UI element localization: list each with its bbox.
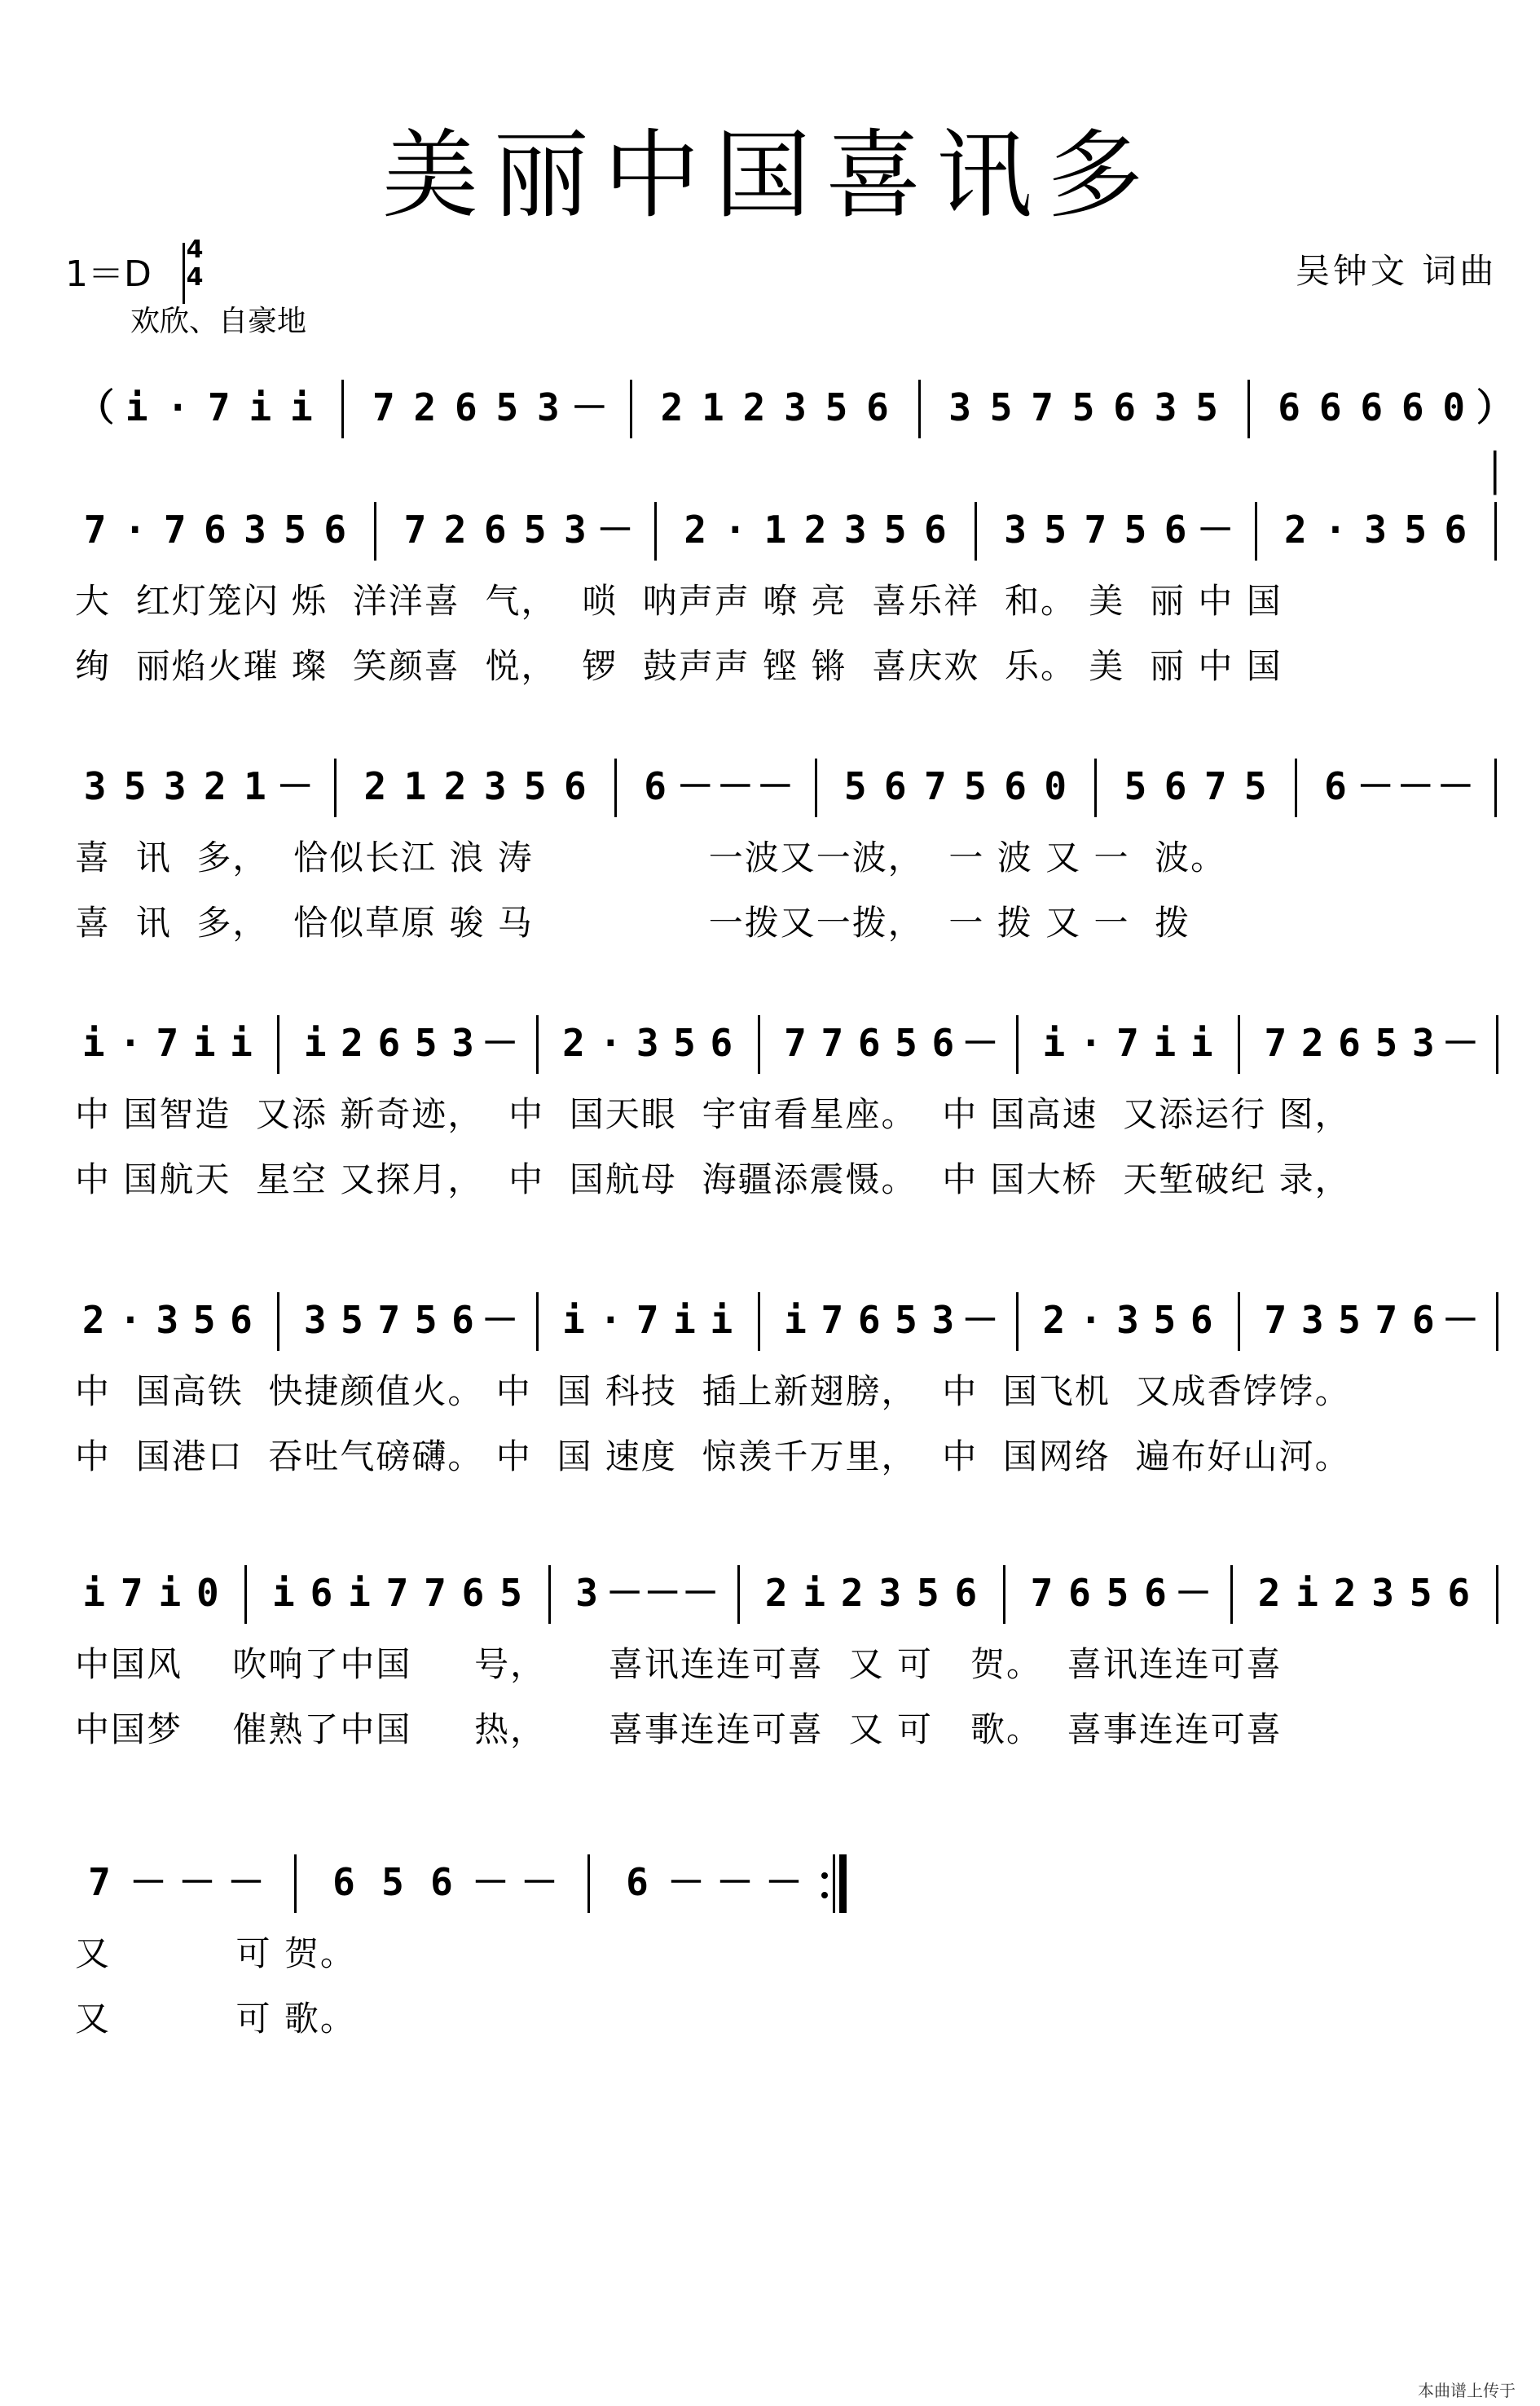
note: 3	[83, 764, 107, 808]
note: i	[303, 1021, 327, 1065]
barline	[1094, 759, 1097, 817]
barline	[1247, 380, 1250, 438]
note: 2	[1042, 1298, 1066, 1342]
note: 3	[1411, 1021, 1435, 1065]
repeat-dot	[821, 1892, 828, 1898]
note: 5	[895, 1021, 917, 1065]
note: －	[605, 1571, 644, 1615]
note: 7	[424, 1571, 447, 1615]
note: 3	[303, 1298, 327, 1342]
note: 3	[1004, 508, 1027, 552]
note: －	[1437, 764, 1475, 808]
barline	[975, 502, 977, 561]
notation-line	[0, 754, 1540, 819]
note: 3	[843, 508, 867, 552]
note: 6	[883, 764, 907, 808]
notation-line	[0, 375, 1540, 495]
note: 3	[1154, 385, 1177, 429]
note: ·	[1324, 508, 1347, 552]
barline	[536, 1292, 539, 1351]
repeat-dot	[821, 1872, 828, 1879]
note: －	[521, 1860, 558, 1904]
note: 3	[948, 385, 971, 429]
note: 3	[244, 508, 266, 552]
note: 6	[461, 1571, 485, 1615]
barline	[1230, 1565, 1233, 1624]
note: －	[481, 1021, 519, 1065]
note: 5	[499, 1571, 522, 1615]
note: 6	[455, 385, 477, 429]
note: 3	[931, 1298, 955, 1342]
note: －	[481, 1298, 519, 1342]
note: 3	[784, 385, 807, 429]
note: －	[716, 1860, 754, 1904]
barline	[1003, 1565, 1005, 1624]
note: 5	[523, 764, 547, 808]
note: 6	[1068, 1571, 1091, 1615]
lyric-text: 中 国智造 又添 新奇迹， 中 国天眼 宇宙看星座。 中 国高速 又添运行 图，	[75, 1094, 1351, 1134]
barline	[630, 380, 632, 438]
note: 7	[1030, 1571, 1054, 1615]
barline	[1496, 1292, 1498, 1351]
note: 6	[1113, 385, 1136, 429]
time-signature	[183, 236, 207, 292]
note: 6	[332, 1860, 355, 1904]
note: －	[1174, 1571, 1212, 1615]
barline-thick	[839, 1854, 847, 1913]
note: 6	[931, 1021, 955, 1065]
note: 2	[1284, 508, 1307, 552]
note: 1	[244, 764, 266, 808]
barline	[548, 1565, 551, 1624]
note: i	[1190, 1021, 1213, 1065]
note: （	[77, 385, 115, 429]
note: 7	[377, 1298, 401, 1342]
barline-thin	[833, 1854, 835, 1913]
composer-credit: 吴钟文 词曲	[1296, 251, 1498, 291]
barline	[1295, 759, 1297, 817]
note: ·	[1079, 1021, 1102, 1065]
note: 5	[495, 385, 519, 429]
note: 2	[1300, 1021, 1324, 1065]
score-system	[0, 1560, 1540, 1772]
notation-line	[0, 1560, 1540, 1625]
note: 5	[673, 1021, 696, 1065]
note: 6	[857, 1298, 881, 1342]
note: 6	[1338, 1021, 1361, 1065]
note: 7	[403, 508, 427, 552]
note: 1	[702, 385, 724, 429]
note: i	[803, 1571, 826, 1615]
note: i	[673, 1298, 696, 1342]
note: 2	[363, 764, 387, 808]
note: 5	[989, 385, 1013, 429]
note: 5	[523, 508, 547, 552]
note: －	[227, 1860, 265, 1904]
note: 6	[430, 1860, 453, 1904]
note: 2	[413, 385, 437, 429]
barline	[1016, 1015, 1019, 1074]
note: i	[249, 385, 272, 429]
note: －	[676, 764, 715, 808]
note: 5	[1071, 385, 1095, 429]
note: 6	[644, 764, 667, 808]
barline	[918, 380, 921, 438]
note: ·	[123, 508, 147, 552]
note: 5	[1124, 508, 1147, 552]
note: ·	[166, 385, 190, 429]
note: i	[125, 385, 148, 429]
lyric-text: 中国梦 催熟了中国 热， 喜事连连可喜 又 可 歌。 喜事连连可喜	[75, 1709, 1283, 1749]
note: 6	[866, 385, 889, 429]
barline	[536, 1015, 539, 1074]
note: 1	[763, 508, 787, 552]
note: 2	[443, 764, 467, 808]
barline	[1255, 502, 1257, 561]
note: 3	[537, 385, 560, 429]
barline	[1496, 1565, 1498, 1624]
note: 7	[83, 508, 107, 552]
note: i	[289, 385, 313, 429]
note: 0	[1044, 764, 1067, 808]
note: 3	[163, 764, 187, 808]
barline	[1238, 1292, 1240, 1351]
note: －	[716, 764, 755, 808]
note: 3	[1371, 1571, 1394, 1615]
note: 5	[1338, 1298, 1361, 1342]
note: 6	[626, 1860, 649, 1904]
note: i	[562, 1298, 585, 1342]
note: 3	[575, 1571, 598, 1615]
note: 7	[1264, 1021, 1287, 1065]
lyric-text: 中 国高铁 快捷颜值火。 中 国 科技 插上新翅膀， 中 国飞机 又成香饽饽。	[75, 1371, 1351, 1411]
note: 6	[954, 1571, 978, 1615]
lyric-text: 中 国航天 星空 又探月， 中 国航母 海疆添震慑。 中 国大桥 天堑破纪 录，	[75, 1159, 1351, 1199]
note: 7	[1203, 764, 1227, 808]
lyric-text: 又 可 贺。	[75, 1933, 356, 1973]
note: 5	[883, 508, 907, 552]
note: 3	[1300, 1298, 1324, 1342]
barline	[334, 759, 337, 817]
note: 5	[1153, 1298, 1177, 1342]
note: －	[178, 1860, 216, 1904]
note: 5	[843, 764, 867, 808]
note: 3	[1364, 508, 1387, 552]
barline	[1496, 1015, 1498, 1074]
note: 7	[784, 1021, 807, 1065]
note: 6	[323, 508, 347, 552]
note: 5	[964, 764, 987, 808]
note: 7	[385, 1571, 409, 1615]
note: 3	[564, 508, 587, 552]
note: i	[82, 1571, 106, 1615]
note: ）│	[1476, 385, 1514, 495]
note: 7	[163, 508, 187, 552]
footer-upload-note: 本曲谱上传于	[1418, 2381, 1516, 2400]
note: 5	[192, 1298, 216, 1342]
note: 7	[372, 385, 395, 429]
note: i	[158, 1571, 182, 1615]
barline	[277, 1015, 279, 1074]
note: i	[710, 1298, 733, 1342]
note: －	[1441, 1298, 1480, 1342]
barline	[244, 1565, 247, 1624]
note: －	[667, 1860, 705, 1904]
note: 6	[230, 1298, 253, 1342]
note: 5	[381, 1860, 404, 1904]
note: 5	[1375, 1021, 1398, 1065]
note: i	[1042, 1021, 1066, 1065]
note: 3	[483, 764, 507, 808]
note: 6	[1444, 508, 1467, 552]
note: 6	[310, 1571, 333, 1615]
note: 5	[1124, 764, 1147, 808]
score-system	[0, 754, 1540, 965]
note: 6	[924, 508, 947, 552]
barline	[374, 502, 376, 561]
notation-line	[0, 497, 1540, 562]
note: 2	[1333, 1571, 1357, 1615]
note: 7	[1031, 385, 1054, 429]
note: 6	[1190, 1298, 1213, 1342]
lyric-text: 中 国港口 吞吐气磅礴。 中 国 速度 惊羡千万里， 中 国网络 遍布好山河。	[75, 1436, 1351, 1476]
note: 6	[377, 1021, 401, 1065]
note: ·	[1079, 1298, 1102, 1342]
note: 7	[924, 764, 947, 808]
note: 2	[742, 385, 766, 429]
note: －	[961, 1021, 999, 1065]
lyric-text: 中国风 吹响了中国 号， 喜讯连连可喜 又 可 贺。 喜讯连连可喜	[75, 1644, 1283, 1684]
barline	[614, 759, 617, 817]
note: 7	[207, 385, 231, 429]
note: 2	[840, 1571, 864, 1615]
note: 0	[1442, 385, 1466, 429]
note: 7	[120, 1571, 143, 1615]
barline	[294, 1854, 297, 1913]
note: i	[1296, 1571, 1318, 1615]
note: 2	[684, 508, 707, 552]
note: 5	[414, 1021, 438, 1065]
note: 5	[341, 1298, 363, 1342]
note: －	[1196, 508, 1234, 552]
notation-line	[0, 1850, 1540, 1915]
barline	[654, 502, 657, 561]
note: 7	[1264, 1298, 1287, 1342]
barline	[1016, 1292, 1019, 1351]
note: ·	[599, 1298, 623, 1342]
note: 6	[1164, 764, 1187, 808]
note: 3	[451, 1021, 474, 1065]
note: 2	[803, 508, 827, 552]
note: 6	[564, 764, 587, 808]
note: i	[230, 1021, 253, 1065]
note: ·	[599, 1021, 623, 1065]
note: 6	[483, 508, 507, 552]
score-system	[0, 1010, 1540, 1222]
time-signature-denominator: 4	[186, 263, 204, 292]
note: 6	[1324, 764, 1347, 808]
note: 1	[403, 764, 427, 808]
score-system	[0, 1287, 1540, 1499]
lyric-text: 喜 讯 多， 恰似长江 浪 涛 一波又一波， 一 波 又 一 波。	[75, 838, 1227, 878]
note: 5	[825, 385, 848, 429]
tempo-marking: 欢欣、自豪地	[130, 305, 307, 338]
note: i	[1153, 1021, 1177, 1065]
note: 5	[916, 1571, 939, 1615]
note: ·	[724, 508, 747, 552]
note: －	[1441, 1021, 1480, 1065]
notation-line	[0, 1010, 1540, 1075]
barline	[277, 1292, 279, 1351]
barline	[1494, 759, 1497, 817]
note: 3	[156, 1298, 179, 1342]
note: －	[570, 385, 609, 429]
note: 5	[1409, 1571, 1432, 1615]
note: 6	[710, 1021, 733, 1065]
note: i	[192, 1021, 216, 1065]
note: 6	[1360, 385, 1384, 429]
note: 7	[1116, 1021, 1139, 1065]
note: 5	[1195, 385, 1218, 429]
note: －	[276, 764, 315, 808]
note: ·	[119, 1021, 142, 1065]
note: 2	[660, 385, 684, 429]
song-title: 美丽中国喜讯多	[381, 119, 1158, 231]
note: 5	[414, 1298, 438, 1342]
note: 3	[878, 1571, 902, 1615]
note: i	[348, 1571, 371, 1615]
barline	[737, 1565, 740, 1624]
note: －	[1397, 764, 1435, 808]
barline	[1494, 502, 1497, 561]
barline	[758, 1292, 760, 1351]
note: 7	[821, 1021, 844, 1065]
note: i	[784, 1298, 807, 1342]
note: 2	[204, 764, 227, 808]
note: 5	[284, 508, 306, 552]
note: －	[765, 1860, 803, 1904]
note: 6	[1004, 764, 1027, 808]
note: 5	[1044, 508, 1067, 552]
note: －	[1357, 764, 1395, 808]
note: 2	[562, 1021, 585, 1065]
note: 5	[1404, 508, 1428, 552]
note: 7	[156, 1021, 179, 1065]
note: 2	[764, 1571, 788, 1615]
barline	[341, 380, 344, 438]
note: 6	[1401, 385, 1424, 429]
note: 2	[443, 508, 467, 552]
note: －	[130, 1860, 167, 1904]
lyric-text: 绚 丽焰火璀 璨 笑颜喜 悦， 锣 鼓声声 铿 锵 喜庆欢 乐。 美 丽 中 国	[75, 646, 1283, 686]
note: 7	[821, 1298, 844, 1342]
note: 6	[1164, 508, 1187, 552]
note: 3	[1116, 1298, 1139, 1342]
note: i	[81, 1021, 105, 1065]
note: －	[756, 764, 794, 808]
note: 7	[1084, 508, 1107, 552]
note: 0	[196, 1571, 219, 1615]
barline	[1238, 1015, 1240, 1074]
note: 6	[1411, 1298, 1435, 1342]
note: 6	[857, 1021, 881, 1065]
note: 2	[1257, 1571, 1281, 1615]
lyric-text: 又 可 歌。	[75, 1999, 356, 2039]
note: 6	[1318, 385, 1342, 429]
note: 2	[81, 1298, 105, 1342]
note: 7	[636, 1298, 659, 1342]
note: －	[961, 1298, 999, 1342]
score-system	[0, 497, 1540, 709]
note: 2	[341, 1021, 363, 1065]
note: 6	[451, 1298, 474, 1342]
note: －	[644, 1571, 682, 1615]
note: －	[472, 1860, 509, 1904]
note: 6	[1278, 385, 1300, 429]
note: －	[596, 508, 634, 552]
note: 5	[1243, 764, 1267, 808]
key-signature: 1＝D	[65, 253, 152, 295]
score-system	[0, 1850, 1540, 2061]
note: 5	[895, 1298, 917, 1342]
barline	[587, 1854, 590, 1913]
barline	[758, 1015, 760, 1074]
barline	[815, 759, 817, 817]
notation-line	[0, 1287, 1540, 1353]
note: 7	[1375, 1298, 1398, 1342]
time-signature-numerator: 4	[186, 235, 204, 264]
note: 3	[636, 1021, 659, 1065]
lyric-text: 大 红灯笼闪 烁 洋洋喜 气， 唢 呐声声 嘹 亮 喜乐祥 和。 美 丽 中 国	[75, 581, 1283, 621]
note: －	[681, 1571, 719, 1615]
note: ·	[119, 1298, 142, 1342]
note: i	[272, 1571, 295, 1615]
note: 6	[1447, 1571, 1471, 1615]
note: 6	[204, 508, 227, 552]
note: 7	[88, 1860, 111, 1904]
note: 6	[1144, 1571, 1167, 1615]
lyric-text: 喜 讯 多， 恰似草原 骏 马 一拨又一拨， 一 拨 又 一 拨	[75, 903, 1191, 943]
note: 5	[1106, 1571, 1129, 1615]
note: 5	[123, 764, 147, 808]
